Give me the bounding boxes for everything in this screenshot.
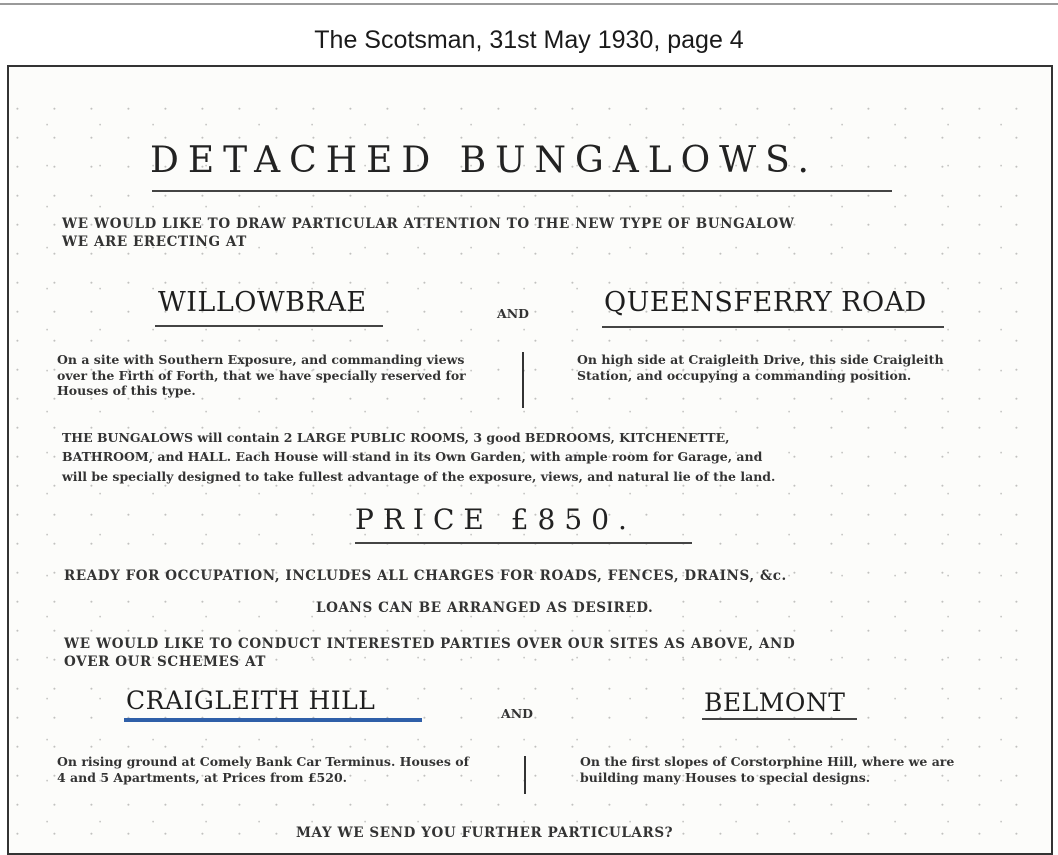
scheme-belmont: BELMONT [704,688,846,717]
scheme-belmont-description: On the first slopes of Corstorphine Hill, where we are building many Houses to special designs. [580,754,955,785]
ready-line: READY FOR OCCUPATION, INCLUDES ALL CHARGES FOR ROADS, FENCES, DRAINS, &c. [64,568,787,584]
conduct-line-1: WE WOULD LIKE TO CONDUCT INTERESTED PARTIES OVER OUR SITES AS ABOVE, AND [64,636,796,652]
site-queensferry-underline [602,326,944,328]
price-heading: PRICE £850. [355,503,636,536]
page-caption: The Scotsman, 31st May 1930, page 4 [314,26,744,54]
site-queensferry-description: On high side at Craigleith Drive, this side Craigleith Station, and occupying a commanding position. [577,352,944,383]
column-divider-2 [524,756,526,794]
scheme-belmont-underline [702,718,857,720]
and-word-1: AND [497,306,529,321]
scheme-craigleith-hill: CRAIGLEITH HILL [126,686,376,715]
site-willowbrae-description: On a site with Southern Exposure, and commanding views over the Firth of Forth, that we have specially reserved for Houses of this type. [57,352,466,399]
headline-underline [152,190,892,192]
loans-line: LOANS CAN BE ARRANGED AS DESIRED. [316,600,654,616]
intro-line-2: WE ARE ERECTING AT [62,234,247,250]
closing-line: MAY WE SEND YOU FURTHER PARTICULARS? [296,825,674,841]
column-divider-1 [522,352,524,408]
top-divider [0,3,1058,5]
scheme-craigleith-underline [124,718,422,722]
scheme-craigleith-description: On rising ground at Comely Bank Car Terminus. Houses of 4 and 5 Apartments, at Prices from £520. [57,754,469,785]
price-underline [355,542,692,544]
site-queensferry-road: QUEENSFERRY ROAD [604,287,927,318]
features-line-3: will be specially designed to take fullest advantage of the exposure, views, and natural lie of the land. [62,469,776,484]
features-line-2: BATHROOM, and HALL. Each House will stand in its Own Garden, with ample room for Garage, and [62,449,763,464]
conduct-line-2: OVER OUR SCHEMES AT [64,654,267,670]
intro-line-1: WE WOULD LIKE TO DRAW PARTICULAR ATTENTION TO THE NEW TYPE OF BUNGALOW [62,216,795,232]
features-line-1: THE BUNGALOWS will contain 2 LARGE PUBLIC ROOMS, 3 good BEDROOMS, KITCHENETTE, [62,430,730,445]
site-willowbrae: WILLOWBRAE [158,287,367,318]
advert-headline: DETACHED BUNGALOWS. [150,140,819,181]
site-willowbrae-underline [155,325,383,327]
and-word-2: AND [501,706,533,721]
